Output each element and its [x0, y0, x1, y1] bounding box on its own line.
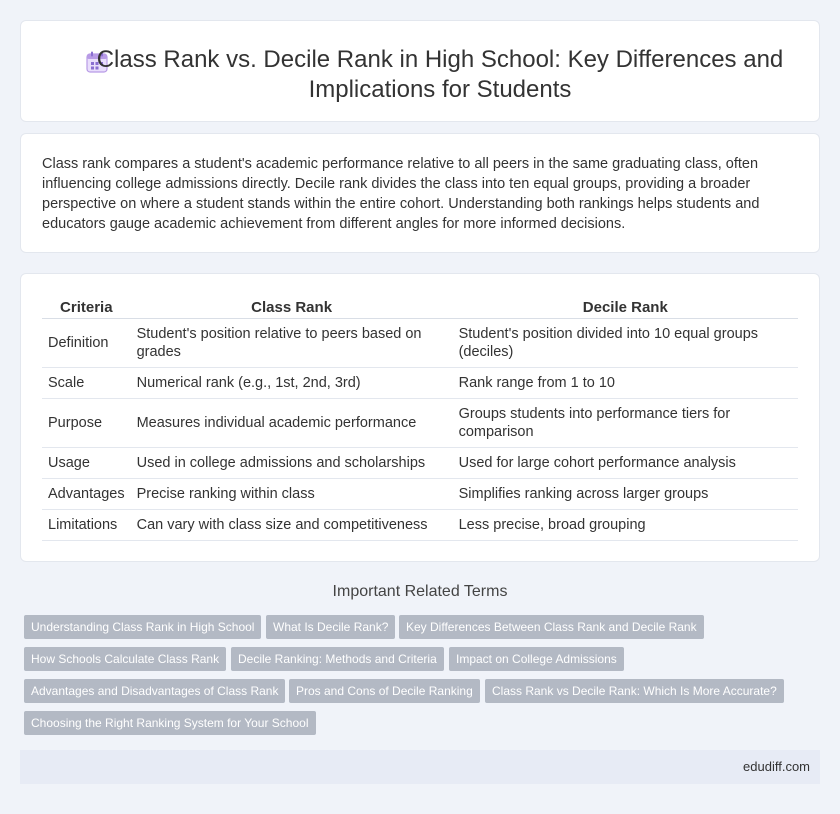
intro-paragraph: Class rank compares a student's academic performance relative to all peers in the same graduating class, often influencing college admissions directly. Decile rank divides the class into ten equal groups, providing a broader perspective on where a student stands within the entire cohort. Understanding both rankings helps students and educators gauge academic achievement from different angles for more informed decisions. [42, 156, 760, 232]
cell-class-rank: Numerical rank (e.g., 1st, 2nd, 3rd) [131, 368, 453, 399]
table-row [42, 368, 798, 399]
header-class-rank: Class Rank [131, 296, 453, 319]
cell-criteria: Definition [42, 319, 131, 368]
cell-criteria: Limitations [42, 510, 131, 541]
cell-class-rank: Measures individual academic performance [131, 399, 453, 448]
table-row [42, 399, 798, 448]
cell-class-rank: Can vary with class size and competitiveness [131, 510, 453, 541]
tag-link[interactable]: Pros and Cons of Decile Ranking [289, 679, 480, 703]
tag-link[interactable]: Choosing the Right Ranking System for Your School [24, 711, 316, 735]
tag-link[interactable]: Key Differences Between Class Rank and Decile Rank [399, 615, 704, 639]
table-header-row [42, 296, 798, 319]
cell-class-rank: Used in college admissions and scholarships [131, 448, 453, 479]
tag-link[interactable]: Advantages and Disadvantages of Class Rank [24, 679, 285, 703]
header-criteria: Criteria [42, 296, 131, 319]
cell-class-rank: Student's position relative to peers based on grades [131, 319, 453, 368]
cell-decile-rank: Student's position divided into 10 equal groups (deciles) [453, 319, 798, 368]
tag-link[interactable]: What Is Decile Rank? [266, 615, 395, 639]
tag-link[interactable]: Class Rank vs Decile Rank: Which Is More Accurate? [485, 679, 784, 703]
tag-link[interactable]: Understanding Class Rank in High School [24, 615, 261, 639]
cell-criteria: Scale [42, 368, 131, 399]
cell-criteria: Purpose [42, 399, 131, 448]
table-row [42, 448, 798, 479]
table-row [42, 510, 798, 541]
tag-link[interactable]: Impact on College Admissions [449, 647, 624, 671]
site-name[interactable]: edudiff.com [743, 759, 810, 774]
footer [20, 750, 820, 784]
cell-criteria: Usage [42, 448, 131, 479]
cell-class-rank: Precise ranking within class [131, 479, 453, 510]
table-row [42, 479, 798, 510]
cell-decile-rank: Groups students into performance tiers for comparison [453, 399, 798, 448]
cell-decile-rank: Rank range from 1 to 10 [453, 368, 798, 399]
table-row [42, 319, 798, 368]
comparison-card [20, 273, 820, 562]
tag-link[interactable]: How Schools Calculate Class Rank [24, 647, 226, 671]
cell-decile-rank: Less precise, broad grouping [453, 510, 798, 541]
header-decile-rank: Decile Rank [453, 296, 798, 319]
intro-card [20, 133, 820, 253]
title-card [20, 20, 820, 122]
comparison-table [42, 296, 798, 541]
cell-decile-rank: Used for large cohort performance analysis [453, 448, 798, 479]
tag-link[interactable]: Decile Ranking: Methods and Criteria [231, 647, 444, 671]
cell-criteria: Advantages [42, 479, 131, 510]
related-terms-title: Important Related Terms [332, 583, 508, 600]
cell-decile-rank: Simplifies ranking across larger groups [453, 479, 798, 510]
page-title: Class Rank vs. Decile Rank in High School: Key Differences and Implications for Students [96, 46, 784, 103]
